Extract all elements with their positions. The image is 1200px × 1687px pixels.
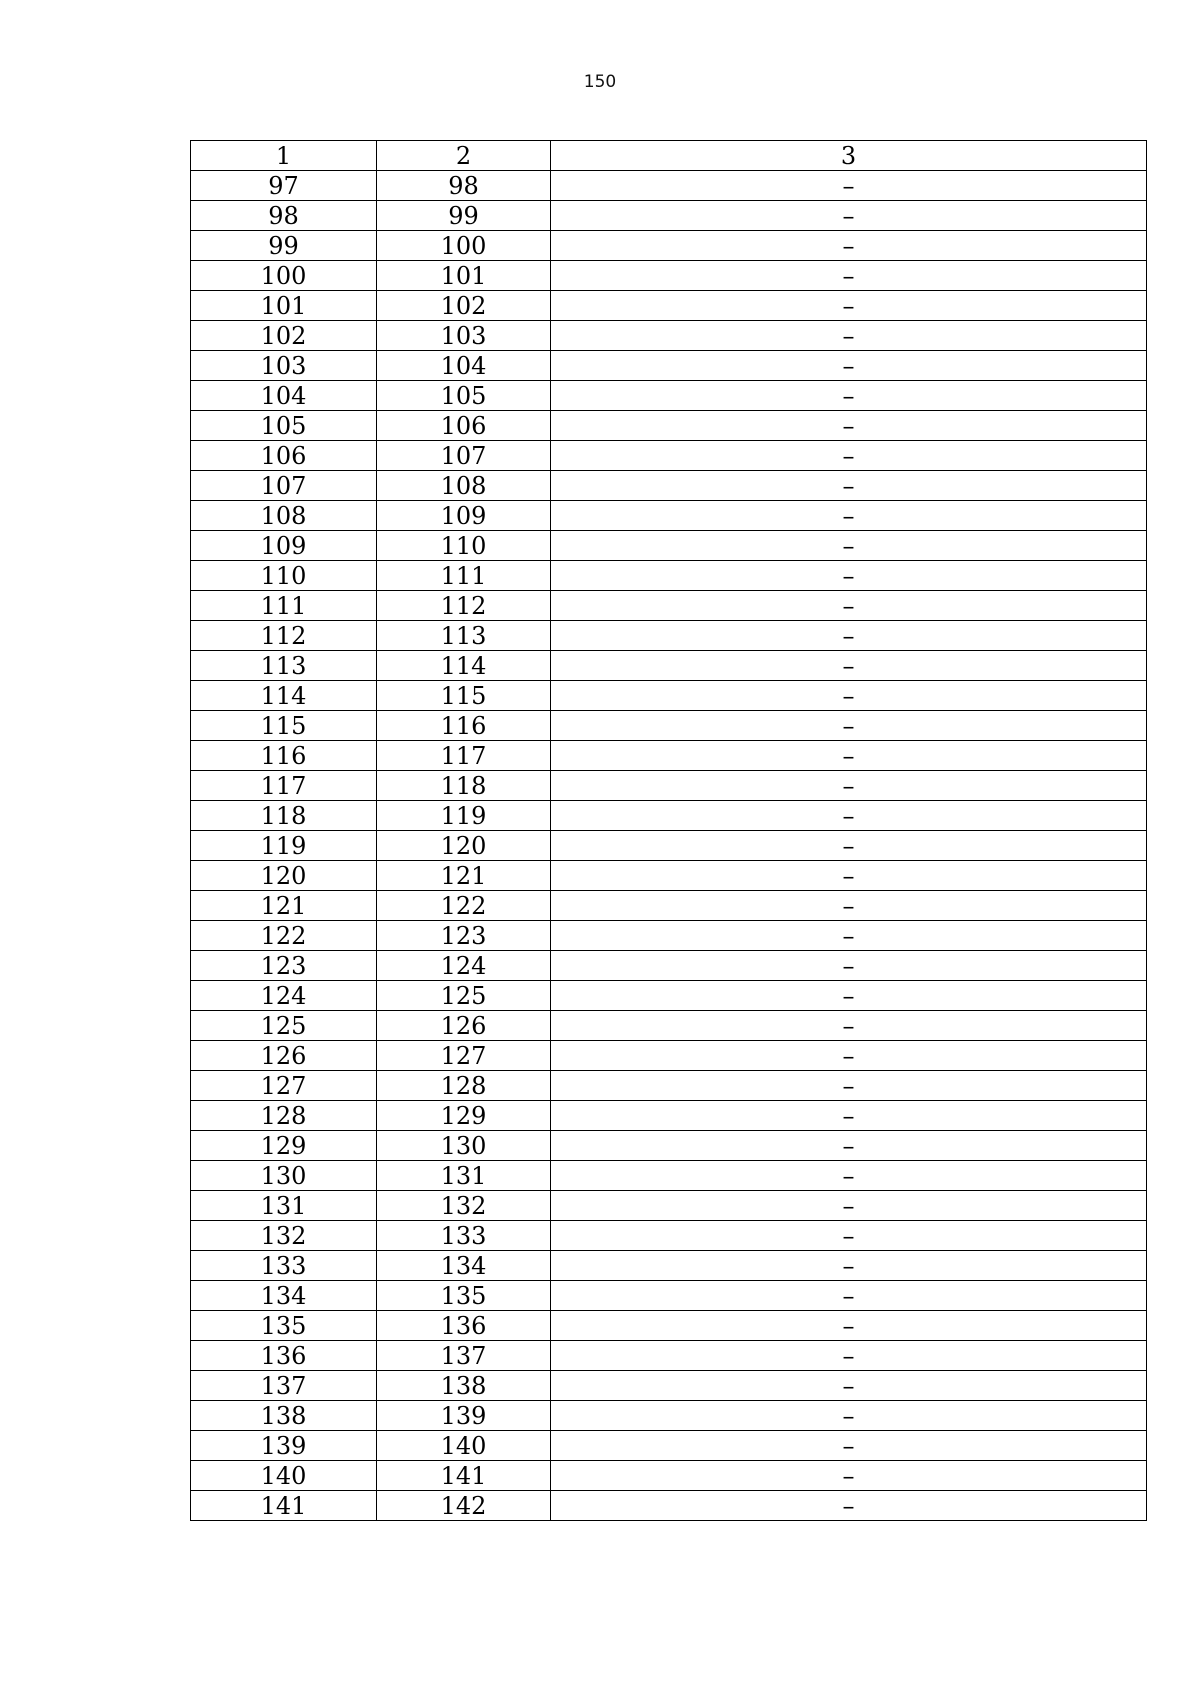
table-cell: 118 <box>377 771 551 801</box>
table-cell: – <box>551 1431 1147 1461</box>
table-cell: 120 <box>377 831 551 861</box>
table-cell: – <box>551 1311 1147 1341</box>
table-cell: – <box>551 1191 1147 1221</box>
table-row <box>191 1221 1147 1251</box>
table-cell: 114 <box>191 681 377 711</box>
table-cell: 141 <box>377 1461 551 1491</box>
table-cell: – <box>551 1161 1147 1191</box>
column-header: 1 <box>191 141 377 171</box>
table-cell: – <box>551 561 1147 591</box>
table-cell: 123 <box>191 951 377 981</box>
table-cell: 107 <box>377 441 551 471</box>
table-row <box>191 651 1147 681</box>
table-cell: – <box>551 381 1147 411</box>
table-cell: – <box>551 171 1147 201</box>
table-cell: 124 <box>191 981 377 1011</box>
table-cell: 139 <box>191 1431 377 1461</box>
table-cell: 102 <box>377 291 551 321</box>
table-row <box>191 321 1147 351</box>
table-cell: 126 <box>191 1041 377 1071</box>
table-cell: – <box>551 861 1147 891</box>
table-cell: 119 <box>377 801 551 831</box>
table-cell: – <box>551 981 1147 1011</box>
table-row <box>191 1461 1147 1491</box>
header-row <box>191 141 1147 171</box>
table-cell: – <box>551 951 1147 981</box>
table-cell: 133 <box>377 1221 551 1251</box>
table-cell: 142 <box>377 1491 551 1521</box>
table-cell: – <box>551 711 1147 741</box>
table-cell: – <box>551 531 1147 561</box>
table-cell: – <box>551 1251 1147 1281</box>
table-cell: 131 <box>191 1191 377 1221</box>
table-row <box>191 411 1147 441</box>
table-row <box>191 201 1147 231</box>
table-cell: 99 <box>191 231 377 261</box>
table-row <box>191 681 1147 711</box>
table-cell: 139 <box>377 1401 551 1431</box>
page-number: 150 <box>583 72 617 92</box>
table-cell: – <box>551 1011 1147 1041</box>
table-header <box>191 141 1147 171</box>
table-cell: – <box>551 1221 1147 1251</box>
table-cell: 108 <box>377 471 551 501</box>
table-cell: 112 <box>191 621 377 651</box>
table-row <box>191 951 1147 981</box>
table-cell: – <box>551 351 1147 381</box>
table-cell: 101 <box>191 291 377 321</box>
table-cell: – <box>551 321 1147 351</box>
table-row <box>191 1071 1147 1101</box>
table-cell: – <box>551 201 1147 231</box>
table-cell: 117 <box>191 771 377 801</box>
table-row <box>191 381 1147 411</box>
table-cell: 102 <box>191 321 377 351</box>
table-cell: 138 <box>377 1371 551 1401</box>
column-header: 2 <box>377 141 551 171</box>
table-cell: 134 <box>377 1251 551 1281</box>
column-header: 3 <box>551 141 1147 171</box>
table-cell: 103 <box>377 321 551 351</box>
table-cell: – <box>551 411 1147 441</box>
table-row <box>191 1281 1147 1311</box>
table-row <box>191 1041 1147 1071</box>
table-row <box>191 861 1147 891</box>
table-cell: – <box>551 261 1147 291</box>
table-cell: – <box>551 921 1147 951</box>
table-cell: 123 <box>377 921 551 951</box>
table-cell: 130 <box>191 1161 377 1191</box>
table-cell: – <box>551 1281 1147 1311</box>
table-cell: 113 <box>377 621 551 651</box>
table-cell: 136 <box>377 1311 551 1341</box>
table-cell: 125 <box>377 981 551 1011</box>
table-cell: 122 <box>377 891 551 921</box>
table-cell: 133 <box>191 1251 377 1281</box>
table-cell: – <box>551 1341 1147 1371</box>
table-cell: 125 <box>191 1011 377 1041</box>
table-cell: 136 <box>191 1341 377 1371</box>
table-cell: – <box>551 891 1147 921</box>
table-cell: 109 <box>191 531 377 561</box>
table-cell: 128 <box>377 1071 551 1101</box>
table-cell: 134 <box>191 1281 377 1311</box>
table-row <box>191 351 1147 381</box>
table-row <box>191 1401 1147 1431</box>
table-cell: – <box>551 1491 1147 1521</box>
table-cell: 100 <box>377 231 551 261</box>
table-cell: 117 <box>377 741 551 771</box>
table-row <box>191 471 1147 501</box>
table-row <box>191 801 1147 831</box>
table-row <box>191 441 1147 471</box>
table-row <box>191 1131 1147 1161</box>
table-row <box>191 231 1147 261</box>
table-row <box>191 261 1147 291</box>
table-cell: 122 <box>191 921 377 951</box>
table-cell: 113 <box>191 651 377 681</box>
table-row <box>191 1191 1147 1221</box>
table-cell: 135 <box>191 1311 377 1341</box>
table-row <box>191 891 1147 921</box>
table-cell: 101 <box>377 261 551 291</box>
table-row <box>191 591 1147 621</box>
table-cell: 105 <box>191 411 377 441</box>
table-cell: 104 <box>377 351 551 381</box>
table-cell: 120 <box>191 861 377 891</box>
table-row <box>191 1371 1147 1401</box>
table-cell: – <box>551 741 1147 771</box>
table-cell: – <box>551 1401 1147 1431</box>
table-cell: 108 <box>191 501 377 531</box>
table-cell: 115 <box>191 711 377 741</box>
table-row <box>191 711 1147 741</box>
table-cell: – <box>551 801 1147 831</box>
table-row <box>191 291 1147 321</box>
table-row <box>191 171 1147 201</box>
table-cell: – <box>551 651 1147 681</box>
table-cell: – <box>551 1461 1147 1491</box>
table-cell: 137 <box>377 1341 551 1371</box>
table-cell: – <box>551 471 1147 501</box>
table-row <box>191 1491 1147 1521</box>
table-cell: 106 <box>377 411 551 441</box>
table-cell: 111 <box>377 561 551 591</box>
table-cell: 132 <box>377 1191 551 1221</box>
table-cell: 114 <box>377 651 551 681</box>
table-cell: 103 <box>191 351 377 381</box>
table-row <box>191 501 1147 531</box>
table-cell: 140 <box>191 1461 377 1491</box>
table-cell: 97 <box>191 171 377 201</box>
table-cell: – <box>551 1131 1147 1161</box>
table-cell: 109 <box>377 501 551 531</box>
table-cell: 121 <box>377 861 551 891</box>
table-cell: 138 <box>191 1401 377 1431</box>
table-cell: – <box>551 1101 1147 1131</box>
table-row <box>191 531 1147 561</box>
table-row <box>191 1161 1147 1191</box>
table-row <box>191 1311 1147 1341</box>
table-cell: – <box>551 231 1147 261</box>
table-cell: 98 <box>377 171 551 201</box>
table-row <box>191 1011 1147 1041</box>
table-cell: 115 <box>377 681 551 711</box>
table-cell: – <box>551 501 1147 531</box>
table-cell: 105 <box>377 381 551 411</box>
table-cell: 119 <box>191 831 377 861</box>
table-cell: 141 <box>191 1491 377 1521</box>
table-cell: 129 <box>191 1131 377 1161</box>
table-cell: – <box>551 1071 1147 1101</box>
table-cell: – <box>551 621 1147 651</box>
table-cell: – <box>551 1041 1147 1071</box>
table-cell: 116 <box>191 741 377 771</box>
table-row <box>191 831 1147 861</box>
table-body <box>191 171 1147 1521</box>
table-row <box>191 1101 1147 1131</box>
table-cell: 110 <box>191 561 377 591</box>
table-cell: 110 <box>377 531 551 561</box>
table-cell: – <box>551 1371 1147 1401</box>
table-cell: 111 <box>191 591 377 621</box>
table-cell: 100 <box>191 261 377 291</box>
table-cell: – <box>551 831 1147 861</box>
table-cell: 107 <box>191 471 377 501</box>
table-cell: 132 <box>191 1221 377 1251</box>
table-cell: – <box>551 771 1147 801</box>
table-cell: 130 <box>377 1131 551 1161</box>
table-cell: 121 <box>191 891 377 921</box>
table-cell: 128 <box>191 1101 377 1131</box>
table-cell: 106 <box>191 441 377 471</box>
table-cell: 131 <box>377 1161 551 1191</box>
table-row <box>191 621 1147 651</box>
table-cell: – <box>551 681 1147 711</box>
table-cell: 135 <box>377 1281 551 1311</box>
table-cell: – <box>551 441 1147 471</box>
table-cell: 129 <box>377 1101 551 1131</box>
table-cell: – <box>551 591 1147 621</box>
data-table <box>190 140 1147 1521</box>
table-cell: 127 <box>191 1071 377 1101</box>
table-cell: 112 <box>377 591 551 621</box>
table-cell: 140 <box>377 1431 551 1461</box>
table-row <box>191 741 1147 771</box>
table-row <box>191 921 1147 951</box>
table-cell: 127 <box>377 1041 551 1071</box>
table-row <box>191 771 1147 801</box>
table-row <box>191 981 1147 1011</box>
table-row <box>191 1431 1147 1461</box>
table-cell: 99 <box>377 201 551 231</box>
table-row <box>191 561 1147 591</box>
table-cell: 126 <box>377 1011 551 1041</box>
table-cell: 124 <box>377 951 551 981</box>
table-cell: – <box>551 291 1147 321</box>
table-cell: 104 <box>191 381 377 411</box>
table-cell: 98 <box>191 201 377 231</box>
table-cell: 116 <box>377 711 551 741</box>
table-row <box>191 1251 1147 1281</box>
table-cell: 118 <box>191 801 377 831</box>
table-cell: 137 <box>191 1371 377 1401</box>
table-row <box>191 1341 1147 1371</box>
